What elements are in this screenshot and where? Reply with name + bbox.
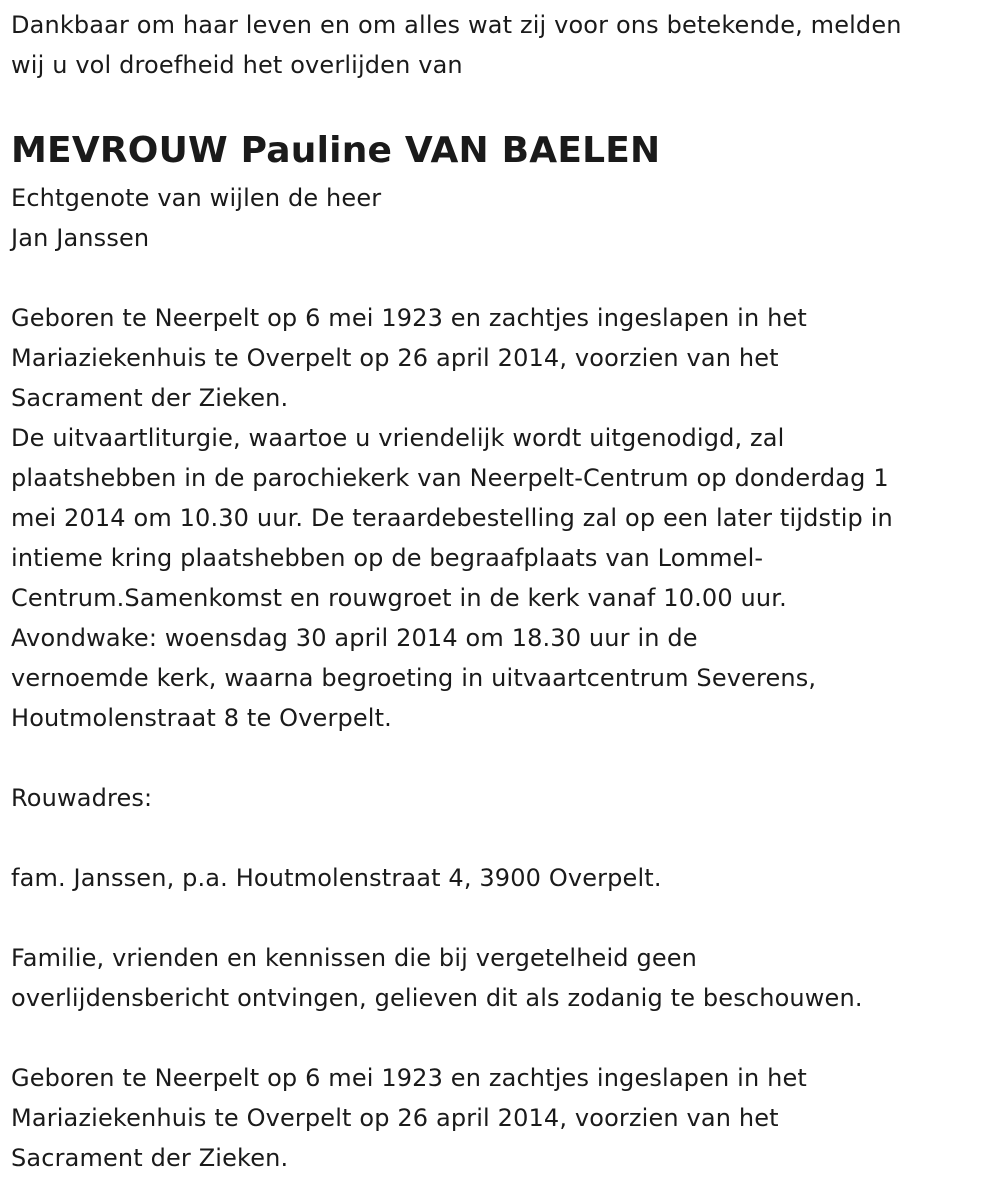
spacer <box>11 898 996 938</box>
details-line: Sacrament der Zieken. <box>11 384 289 412</box>
repeat-line: Geboren te Neerpelt op 6 mei 1923 en zachtjes ingeslapen in het <box>11 1064 807 1092</box>
spacer <box>11 1018 996 1058</box>
spouse-name: Jan Janssen <box>11 224 150 252</box>
spacer <box>11 818 996 858</box>
notice-line: Familie, vrienden en kennissen die bij vergetelheid geen <box>11 944 698 972</box>
intro-paragraph <box>11 5 996 85</box>
mourning-address-label: Rouwadres: <box>11 784 153 812</box>
intro-line: wij u vol droefheid het overlijden van <box>11 51 463 79</box>
details-line: intieme kring plaatshebben op de begraafplaats van Lommel- <box>11 544 764 572</box>
details-line: Centrum.Samenkomst en rouwgroet in de kerk vanaf 10.00 uur. <box>11 584 787 612</box>
details-paragraph <box>11 298 996 738</box>
spacer <box>11 738 996 778</box>
details-line: De uitvaartliturgie, waartoe u vriendelijk wordt uitgenodigd, zal <box>11 424 785 452</box>
details-line: Houtmolenstraat 8 te Overpelt. <box>11 704 392 732</box>
repeat-line: Sacrament der Zieken. <box>11 1144 289 1172</box>
details-line: plaatshebben in de parochiekerk van Neerpelt-Centrum op donderdag 1 <box>11 464 889 492</box>
repeat-paragraph <box>11 1058 996 1178</box>
repeat-line: Mariaziekenhuis te Overpelt op 26 april 2014, voorzien van het <box>11 1104 779 1132</box>
notice-line: overlijdensbericht ontvingen, gelieven dit als zodanig te beschouwen. <box>11 984 863 1012</box>
obituary-notice <box>11 0 996 1178</box>
deceased-name: MEVROUW Pauline VAN BAELEN <box>11 130 661 171</box>
details-line: vernoemde kerk, waarna begroeting in uitvaartcentrum Severens, <box>11 664 817 692</box>
relation-paragraph <box>11 178 996 258</box>
intro-line: Dankbaar om haar leven en om alles wat zij voor ons betekende, melden <box>11 11 902 39</box>
details-line: Avondwake: woensdag 30 april 2014 om 18.30 uur in de <box>11 624 698 652</box>
details-line: Geboren te Neerpelt op 6 mei 1923 en zachtjes ingeslapen in het <box>11 304 807 332</box>
relation-line: Echtgenote van wijlen de heer <box>11 184 382 212</box>
mourning-address: fam. Janssen, p.a. Houtmolenstraat 4, 3900 Overpelt. <box>11 864 662 892</box>
details-line: Mariaziekenhuis te Overpelt op 26 april 2014, voorzien van het <box>11 344 779 372</box>
notice-paragraph <box>11 938 996 1018</box>
details-line: mei 2014 om 10.30 uur. De teraardebestelling zal op een later tijdstip in <box>11 504 893 532</box>
spacer <box>11 258 996 298</box>
